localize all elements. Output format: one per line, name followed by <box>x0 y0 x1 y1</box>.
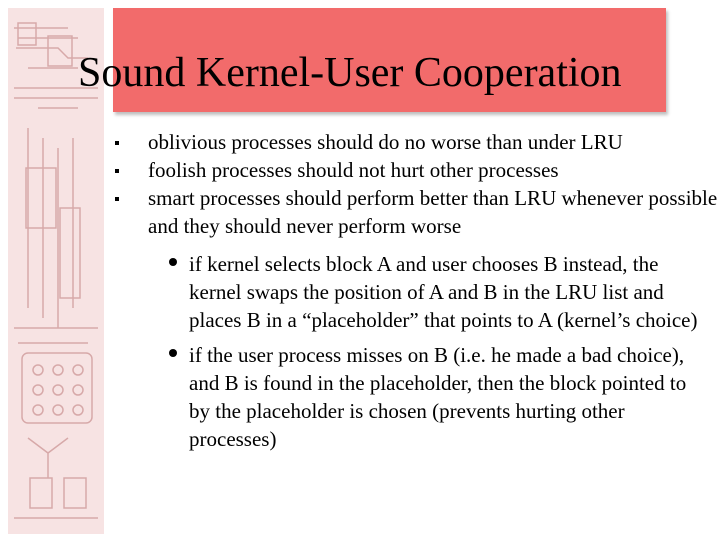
slide-title: Sound Kernel-User Cooperation <box>78 50 622 96</box>
round-bullet-icon <box>169 258 177 266</box>
square-bullet-icon <box>115 197 119 201</box>
sub-bullet-item <box>189 250 699 334</box>
bullet-text: smart processes should perform better than LRU whenever possible and they should never perform worse <box>148 186 718 238</box>
square-bullet-icon <box>115 169 119 173</box>
bullet-text: foolish processes should not hurt other processes <box>148 158 559 182</box>
square-bullet-icon <box>115 141 119 145</box>
sub-bullet-list <box>189 250 699 453</box>
bullet-list <box>148 128 718 460</box>
sub-bullet-item <box>189 341 699 453</box>
bullet-item <box>148 156 718 184</box>
bullet-item <box>148 184 718 453</box>
bullet-text: oblivious processes should do no worse than under LRU <box>148 130 623 154</box>
sub-bullet-text: if the user process misses on B (i.e. he made a bad choice), and B is found in the placeholder, then the block pointed to by the placeholder is chosen (prevents hurting other processes) <box>189 343 687 451</box>
round-bullet-icon <box>169 349 177 357</box>
bullet-item <box>148 128 718 156</box>
sub-bullet-text: if kernel selects block A and user chooses B instead, the kernel swaps the position of A and B in the LRU list and places B in a “placeholder” that points to A (kernel’s choice) <box>189 252 698 332</box>
